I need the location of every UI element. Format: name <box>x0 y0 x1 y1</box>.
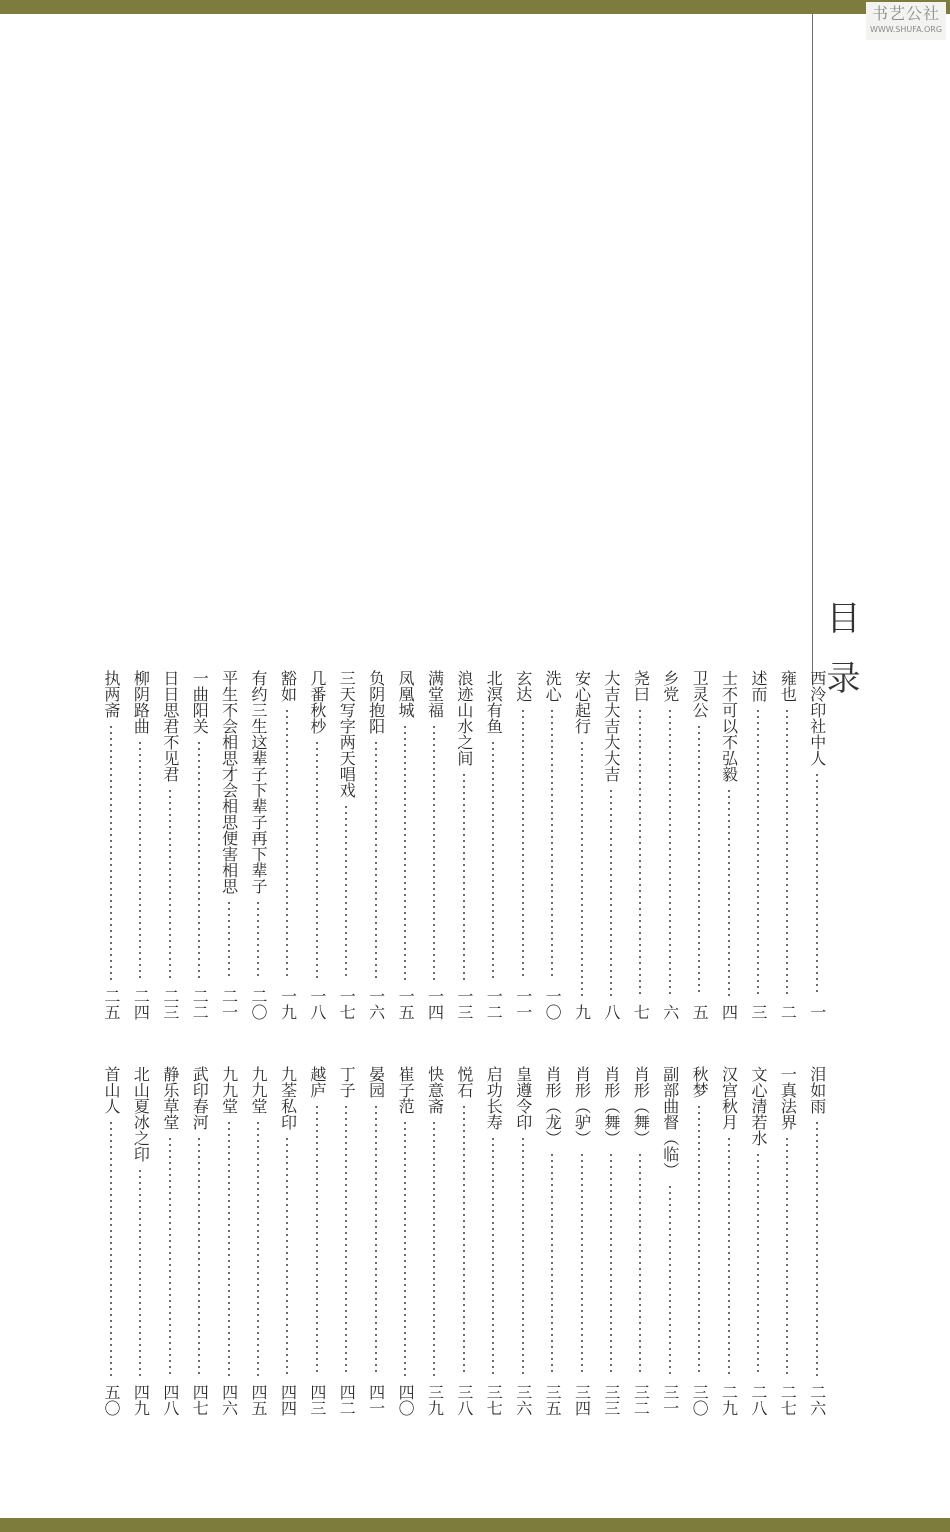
toc-entry-title: 雍也 <box>778 670 798 702</box>
toc-entry-title: 悦石 <box>454 1066 474 1098</box>
toc-entry-page: 六 <box>660 1004 680 1020</box>
toc-entry-page: 四九 <box>131 1384 151 1416</box>
toc-dot-leader <box>757 1152 759 1376</box>
toc-entry[interactable] <box>421 670 447 1020</box>
toc-dot-leader <box>610 788 612 996</box>
toc-entry[interactable] <box>274 670 300 1020</box>
toc-entry[interactable] <box>333 670 359 1020</box>
toc-entry[interactable] <box>304 1066 330 1416</box>
toc-entry-page: 二五 <box>102 988 121 1020</box>
toc-dot-leader <box>286 708 288 980</box>
toc-entry-page: 一五 <box>396 988 416 1020</box>
toc-entry[interactable] <box>480 670 506 1020</box>
toc-dot-leader <box>316 1104 318 1376</box>
toc-entry[interactable] <box>98 670 124 1020</box>
toc-entry-page: 五 <box>690 1004 710 1020</box>
toc-entry-title: 乡党 <box>660 670 680 702</box>
toc-dot-leader <box>198 1136 200 1376</box>
toc-entry[interactable] <box>716 1066 742 1416</box>
toc-entry[interactable] <box>392 1066 418 1416</box>
toc-entry-title: 启功长寿 <box>484 1066 504 1130</box>
toc-entry-page: 二〇 <box>249 988 269 1020</box>
toc-entry[interactable] <box>127 670 153 1020</box>
toc-entry-title: 九九堂 <box>219 1066 239 1114</box>
toc-entry[interactable] <box>363 1066 389 1416</box>
toc-dot-leader <box>669 708 671 996</box>
toc-entry-page: 三四 <box>572 1384 592 1416</box>
toc-dot-leader <box>404 1120 406 1376</box>
toc-entry-title: 崔子范 <box>396 1066 416 1114</box>
toc-entry-page: 二九 <box>719 1384 739 1416</box>
toc-dot-leader <box>228 1120 230 1376</box>
toc-entry-title: 有约三生这辈子下辈子再下辈子 <box>249 670 269 894</box>
toc-entry-title: 豁如 <box>278 670 298 702</box>
toc-entry[interactable] <box>186 670 212 1020</box>
toc-entry-page: 三八 <box>454 1384 474 1416</box>
toc-entry-page: 四 <box>719 1004 739 1020</box>
toc-entry-title: 卫灵公 <box>690 670 710 718</box>
toc-dot-leader <box>433 724 435 980</box>
toc-entry[interactable] <box>157 670 183 1020</box>
toc-dot-leader <box>463 1104 465 1376</box>
toc-entry-title: 丁子 <box>337 1066 357 1098</box>
toc-entry-page: 一一 <box>513 988 533 1020</box>
toc-entry-page: 四四 <box>278 1384 298 1416</box>
toc-entry-title: 浪迹山水之间 <box>454 670 474 766</box>
toc-entry[interactable] <box>774 670 800 1020</box>
toc-entry-page: 一 <box>807 1004 827 1020</box>
toc-dot-leader <box>698 724 700 996</box>
toc-dot-leader <box>816 772 818 996</box>
toc-dot-leader <box>639 708 641 996</box>
toc-dot-leader <box>728 1136 730 1376</box>
bottom-decorative-band <box>0 1518 950 1532</box>
toc-entry-title: 三天写字两天唱戏 <box>337 670 357 798</box>
toc-entry-page: 一〇 <box>543 988 563 1020</box>
toc-entry-title: 肖形（驴） <box>572 1066 592 1146</box>
toc-entry-title: 晏园 <box>366 1066 386 1098</box>
toc-entry[interactable] <box>774 1066 800 1416</box>
toc-dot-leader <box>257 1120 259 1376</box>
watermark-logo <box>866 2 946 40</box>
toc-entry[interactable] <box>539 1066 565 1416</box>
toc-entry[interactable] <box>451 1066 477 1416</box>
toc-entry[interactable] <box>598 1066 624 1416</box>
toc-entry-title: 文心清若水 <box>748 1066 768 1146</box>
toc-entry[interactable] <box>716 670 742 1020</box>
toc-entry-page: 三三 <box>601 1384 621 1416</box>
toc-dot-leader <box>110 1120 112 1376</box>
toc-entry[interactable] <box>274 1066 300 1416</box>
toc-dot-leader <box>228 900 230 980</box>
toc-dot-leader <box>316 740 318 980</box>
toc-dot-leader <box>757 708 759 996</box>
toc-entry-title: 负阴抱阳 <box>366 670 386 734</box>
toc-entry-page: 二二 <box>190 988 210 1020</box>
toc-entry[interactable] <box>539 670 565 1020</box>
toc-entry-title: 九荃私印 <box>278 1066 298 1130</box>
toc-dot-leader <box>551 708 553 980</box>
toc-entry-page: 八 <box>601 1004 621 1020</box>
toc-entry-title: 安心起行 <box>572 670 592 734</box>
toc-entry-page: 三六 <box>513 1384 533 1416</box>
toc-entry-page: 二八 <box>748 1384 768 1416</box>
toc-entry-page: 二一 <box>219 988 239 1020</box>
toc-entry-title: 满堂福 <box>425 670 445 718</box>
toc-entry[interactable] <box>127 1066 153 1416</box>
toc-entry-title: 武印春河 <box>190 1066 210 1130</box>
toc-entry[interactable] <box>392 670 418 1020</box>
toc-entry[interactable] <box>157 1066 183 1416</box>
toc-dot-leader <box>345 804 347 980</box>
watermark-text: 书艺公社 <box>871 4 940 23</box>
toc-dot-leader <box>169 1136 171 1376</box>
toc-entry[interactable] <box>510 670 536 1020</box>
toc-entry[interactable] <box>627 670 653 1020</box>
toc-entry-title: 北山夏冰之印 <box>131 1066 151 1162</box>
toc-dot-leader <box>522 1136 524 1376</box>
toc-column-2 <box>98 1066 830 1416</box>
toc-dot-leader <box>698 1104 700 1376</box>
toc-dot-leader <box>433 1120 435 1376</box>
toc-entry[interactable] <box>627 1066 653 1416</box>
toc-entry[interactable] <box>569 1066 595 1416</box>
toc-dot-leader <box>286 1136 288 1376</box>
toc-entry-page: 四七 <box>190 1384 210 1416</box>
toc-entry[interactable] <box>451 670 477 1020</box>
toc-entry-title: 柳阴路曲 <box>131 670 151 734</box>
toc-entry-page: 二四 <box>131 988 151 1020</box>
toc-entry-page: 四八 <box>160 1384 180 1416</box>
toc-entry-title: 述而 <box>748 670 768 702</box>
toc-entry-page: 四一 <box>366 1384 386 1416</box>
toc-entry-page: 二 <box>778 1004 798 1020</box>
toc-entry[interactable] <box>186 1066 212 1416</box>
toc-dot-leader <box>786 1136 788 1376</box>
vertical-divider <box>812 14 813 684</box>
toc-entry-title: 北溟有鱼 <box>484 670 504 734</box>
toc-entry[interactable] <box>686 670 712 1020</box>
top-decorative-band <box>0 0 950 14</box>
toc-entry-title: 洗心 <box>543 670 563 702</box>
toc-dot-leader <box>551 1152 553 1376</box>
toc-dot-leader <box>522 708 524 980</box>
toc-entry[interactable] <box>657 1066 683 1416</box>
toc-dot-leader <box>345 1104 347 1376</box>
toc-entry-page: 三五 <box>543 1384 563 1416</box>
toc-entry-page: 三〇 <box>690 1384 710 1416</box>
toc-entry-title: 平生不会相思才会相思便害相思 <box>219 670 239 894</box>
toc-entry[interactable] <box>216 1066 242 1416</box>
toc-entry-page: 四五 <box>249 1384 269 1416</box>
toc-entry-page: 三九 <box>425 1384 445 1416</box>
toc-entry-title: 皇遵令印 <box>513 1066 533 1130</box>
toc-entry[interactable] <box>745 670 771 1020</box>
toc-entry-page: 四二 <box>337 1384 357 1416</box>
toc-entry-title: 快意斋 <box>425 1066 445 1114</box>
toc-dot-leader <box>581 740 583 996</box>
toc-entry-page: 四〇 <box>396 1384 416 1416</box>
toc-entry-title: 九九堂 <box>249 1066 269 1114</box>
toc-entry[interactable] <box>804 1066 830 1416</box>
toc-entry-title: 士不可以不弘毅 <box>719 670 739 782</box>
toc-entry-page: 四三 <box>307 1384 327 1416</box>
toc-entry[interactable] <box>304 670 330 1020</box>
toc-entry-page: 一二 <box>484 988 504 1020</box>
toc-entry-title: 肖形（舞） <box>601 1066 621 1146</box>
toc-entry-title: 西泠印社中人 <box>807 670 827 766</box>
toc-dot-leader <box>492 740 494 980</box>
toc-dot-leader <box>169 788 171 980</box>
toc-entry-page: 一七 <box>337 988 357 1020</box>
toc-entry-title: 肖形（龙） <box>543 1066 563 1146</box>
toc-dot-leader <box>786 708 788 996</box>
toc-entry-title: 执两斋 <box>102 670 121 718</box>
toc-dot-leader <box>581 1152 583 1376</box>
toc-title: 目录 <box>820 600 860 720</box>
toc-entry[interactable] <box>216 670 242 1020</box>
toc-entry-title: 泪如雨 <box>807 1066 827 1114</box>
toc-entry[interactable] <box>245 1066 271 1416</box>
toc-entry-title: 一真法界 <box>778 1066 798 1130</box>
toc-entry-title: 尧曰 <box>631 670 651 702</box>
toc-dot-leader <box>728 788 730 996</box>
toc-column-1 <box>98 670 830 1020</box>
toc-dot-leader <box>404 724 406 980</box>
toc-entry-title: 大吉大吉大大吉 <box>601 670 621 782</box>
toc-dot-leader <box>139 1168 141 1376</box>
toc-dot-leader <box>816 1120 818 1376</box>
toc-entry-title: 静乐草堂 <box>160 1066 180 1130</box>
toc-entry[interactable] <box>421 1066 447 1416</box>
toc-entry-page: 二六 <box>807 1384 827 1416</box>
toc-entry-page: 三二 <box>631 1384 651 1416</box>
toc-entry-title: 一曲阳关 <box>190 670 210 734</box>
toc-entry-page: 九 <box>572 1004 592 1020</box>
toc-entry-title: 凤凰城 <box>396 670 416 718</box>
toc-entry-page: 一三 <box>454 988 474 1020</box>
toc-entry-page: 七 <box>631 1004 651 1020</box>
toc-entry-title: 秋梦 <box>690 1066 710 1098</box>
toc-entry-title: 几番秋杪 <box>307 670 327 734</box>
toc-dot-leader <box>110 724 112 980</box>
toc-entry[interactable] <box>480 1066 506 1416</box>
toc-entry[interactable] <box>804 670 830 1020</box>
toc-entry[interactable] <box>333 1066 359 1416</box>
toc-entry-page: 二三 <box>160 988 180 1020</box>
toc-entry[interactable] <box>363 670 389 1020</box>
toc-entry[interactable] <box>245 670 271 1020</box>
toc-entry-page: 一四 <box>425 988 445 1020</box>
toc-entry[interactable] <box>569 670 595 1020</box>
toc-entry-page: 三七 <box>484 1384 504 1416</box>
toc-entry[interactable] <box>510 1066 536 1416</box>
toc-entry-title: 日日思君不见君 <box>160 670 180 782</box>
toc-entry-page: 一八 <box>307 988 327 1020</box>
toc-dot-leader <box>198 740 200 980</box>
toc-dot-leader <box>375 1104 377 1376</box>
toc-dot-leader <box>492 1136 494 1376</box>
toc-entry-title: 汉宫秋月 <box>719 1066 739 1130</box>
toc-entry-title: 副部曲督（临） <box>660 1066 680 1178</box>
toc-dot-leader <box>669 1184 671 1376</box>
watermark-url: WWW.SHUFA.ORG <box>869 25 943 34</box>
toc-dot-leader <box>139 740 141 980</box>
toc-entry-page: 三一 <box>660 1384 680 1416</box>
toc-entry-page: 一九 <box>278 988 298 1020</box>
toc-dot-leader <box>639 1152 641 1376</box>
toc-entry-title: 玄达 <box>513 670 533 702</box>
toc-dot-leader <box>463 772 465 980</box>
toc-dot-leader <box>610 1152 612 1376</box>
toc-entry[interactable] <box>745 1066 771 1416</box>
toc-entry-page: 四六 <box>219 1384 239 1416</box>
toc-entry-title: 肖形（舞） <box>631 1066 651 1146</box>
toc-dot-leader <box>375 740 377 980</box>
toc-entry[interactable] <box>686 1066 712 1416</box>
toc-entry-page: 二七 <box>778 1384 798 1416</box>
toc-entry-page: 一六 <box>366 988 386 1020</box>
toc-entry[interactable] <box>98 1066 124 1416</box>
toc-entry-title: 越庐 <box>307 1066 327 1098</box>
toc-dot-leader <box>257 900 259 980</box>
toc-entry[interactable] <box>598 670 624 1020</box>
toc-entry-page: 五〇 <box>102 1384 121 1416</box>
toc-entry[interactable] <box>657 670 683 1020</box>
toc-entry-page: 三 <box>748 1004 768 1020</box>
toc-entry-title: 首山人 <box>102 1066 121 1114</box>
